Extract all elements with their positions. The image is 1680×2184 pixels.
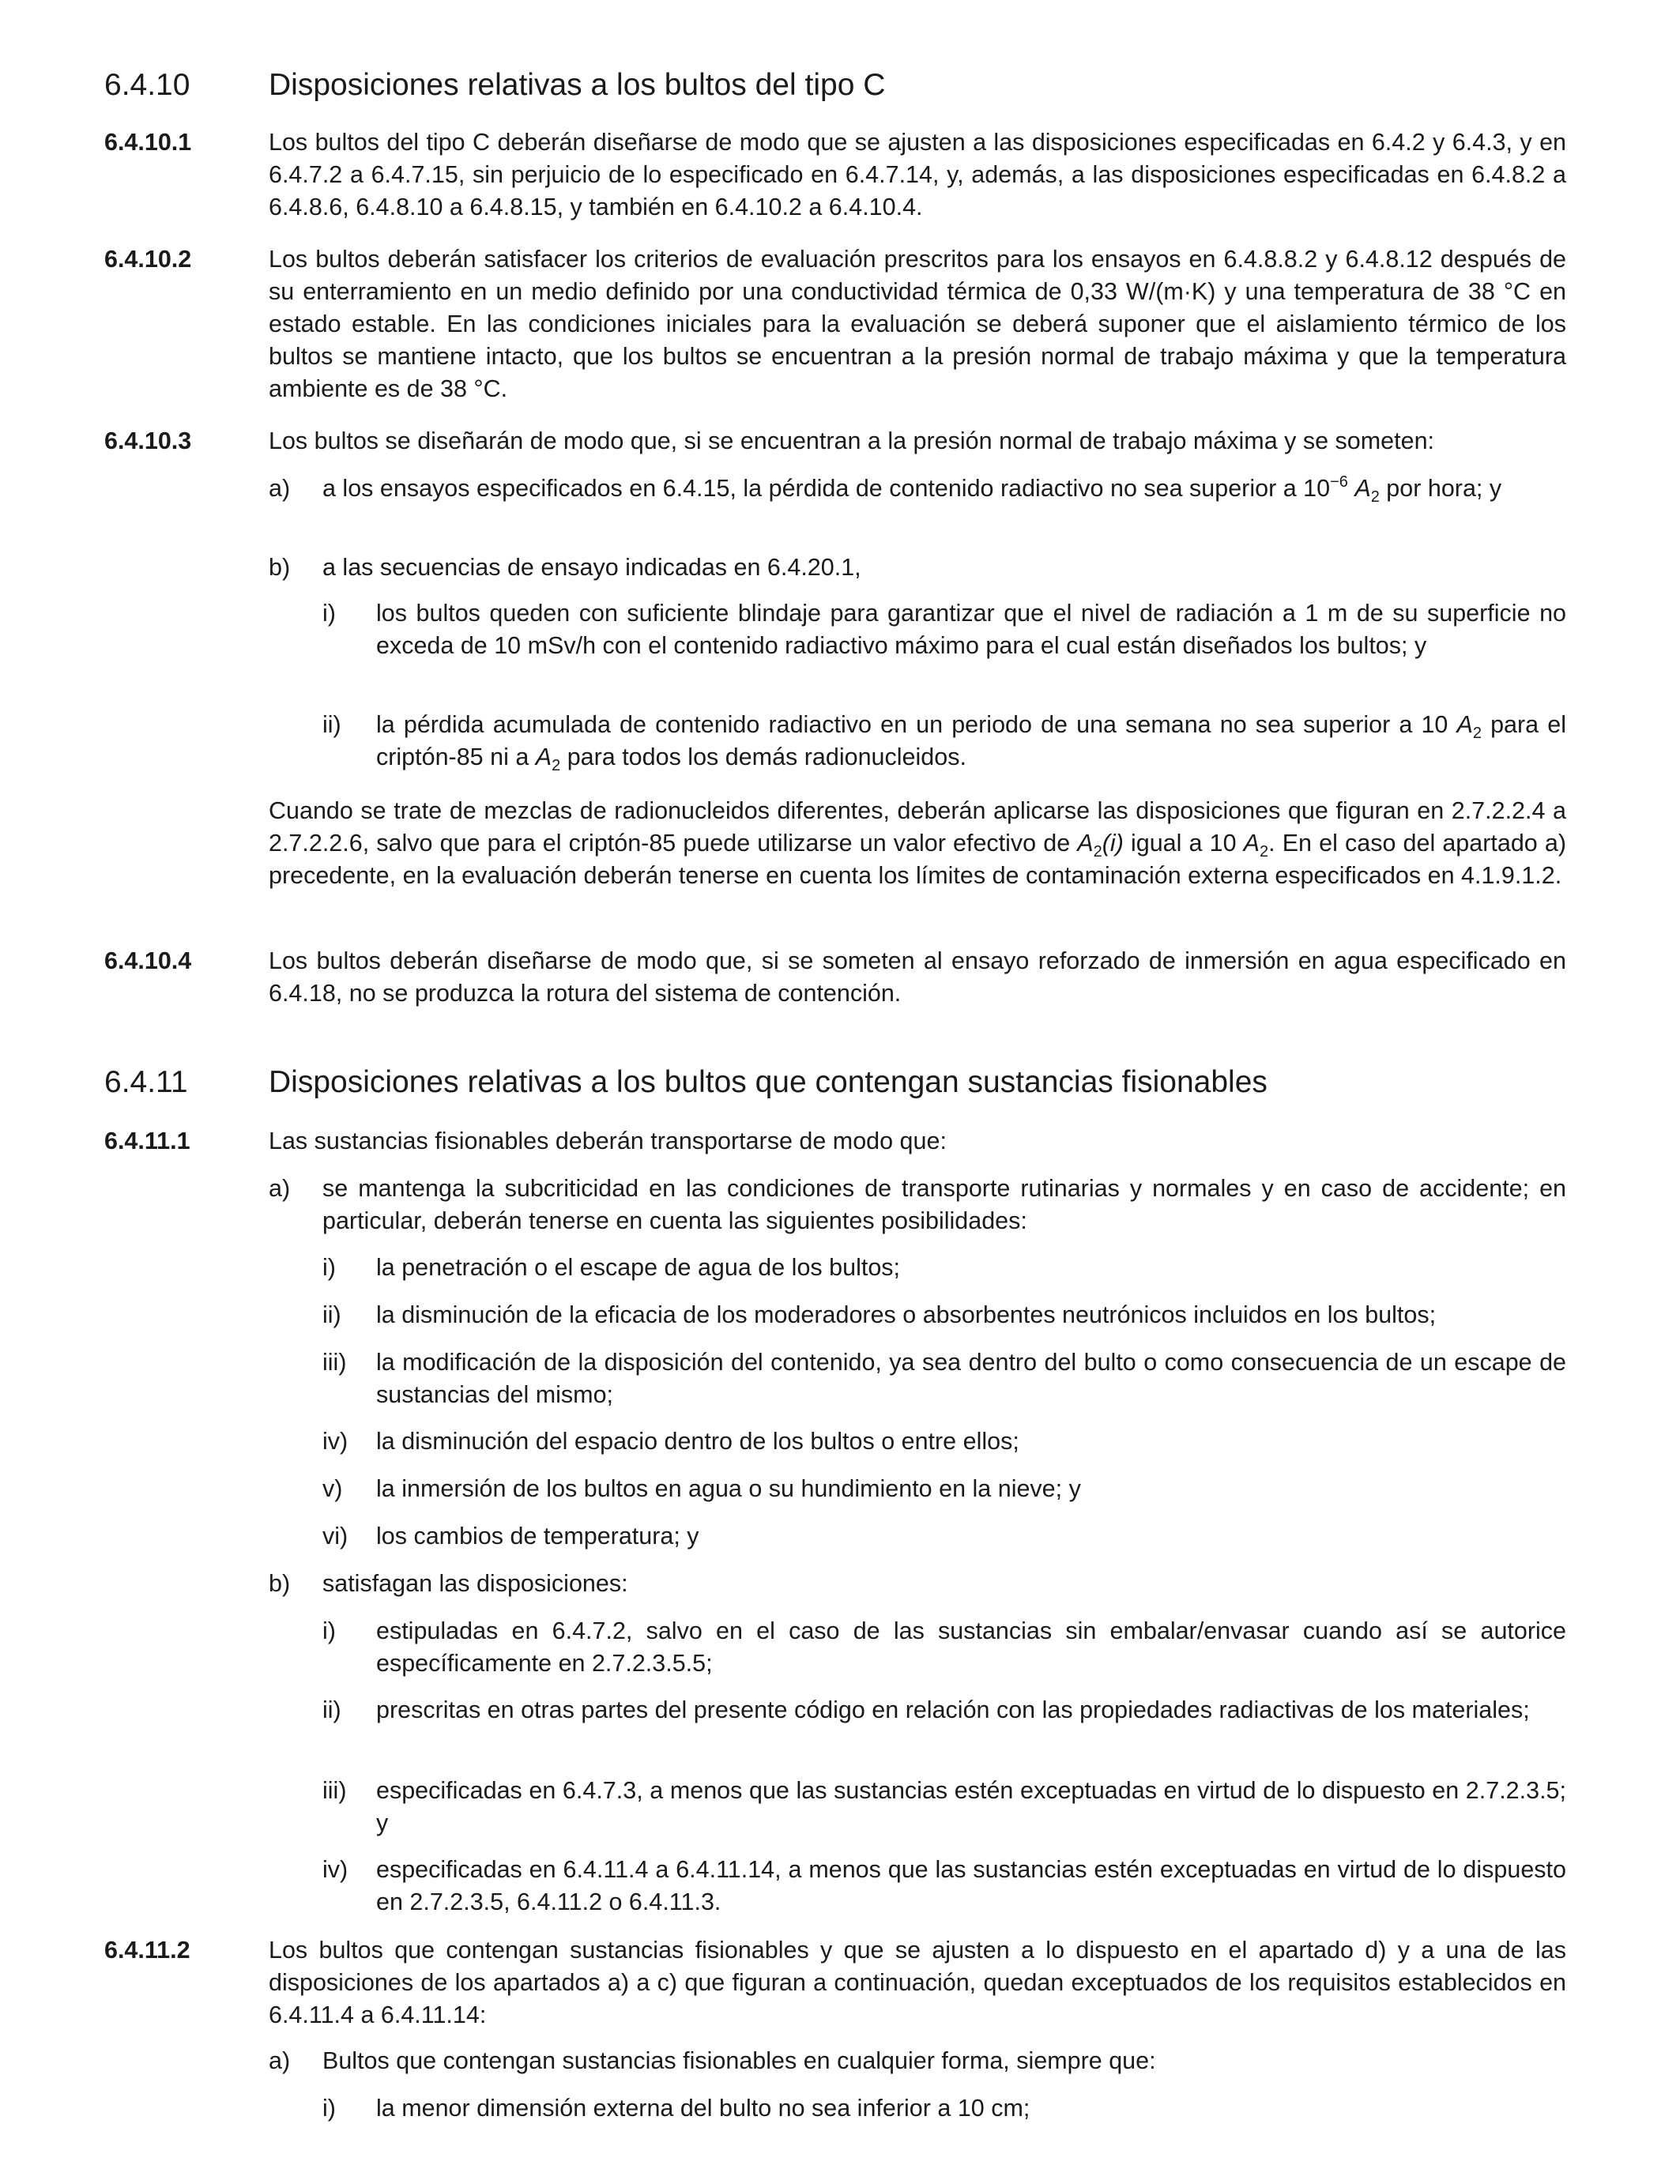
list-label: a) xyxy=(269,1175,291,1202)
paragraph-text: Los bultos deberán diseñarse de modo que, si se someten al ensayo reforzado de inmersión en agua especificado en 6.4.18, no se produzca la rotura del sistema de contención. xyxy=(269,947,1566,1007)
list-text: los cambios de temperatura; y xyxy=(376,1523,699,1550)
list-label: a) xyxy=(269,2047,291,2074)
list-label: iv) xyxy=(322,1428,348,1455)
list-text: la pérdida acumulada de contenido radiactivo en un periodo de una semana no sea superior a 10 $A_2$ para el criptón-85 ni a $A_2$ para todos los demás radionucleidos. xyxy=(376,711,1566,774)
list-label: ii) xyxy=(322,1301,341,1328)
list-text: satisfagan las disposiciones: xyxy=(322,1570,628,1597)
list-text: especificadas en 6.4.11.4 a 6.4.11.14, a menos que las sustancias estén exceptuadas en virtud de lo dispuesto en 2.7.2.3.5, 6.4.11.2 o 6.4.11.3. xyxy=(376,1856,1566,1915)
list-text: Bultos que contengan sustancias fisionables en cualquier forma, siempre que: xyxy=(322,2047,1156,2074)
list-label: b) xyxy=(269,554,291,581)
paragraph-text: Las sustancias fisionables deberán transportarse de modo que: xyxy=(269,1128,947,1154)
paragraph-number: 6.4.10.2 xyxy=(104,246,192,273)
section-number: 6.4.10 xyxy=(104,68,190,102)
list-label: i) xyxy=(322,1254,336,1281)
list-label: ii) xyxy=(322,1696,341,1723)
list-text: especificadas en 6.4.7.3, a menos que las sustancias estén exceptuadas en virtud de lo dispuesto en 2.7.2.3.5; y xyxy=(376,1777,1566,1836)
list-label: iv) xyxy=(322,1856,348,1883)
list-label: b) xyxy=(269,1570,291,1597)
list-text: se mantenga la subcriticidad en las condiciones de transporte rutinarias y normales y en caso de accidente; en particular, deberán tenerse en cuenta las siguientes posibilidades: xyxy=(322,1175,1566,1234)
list-label: iii) xyxy=(322,1777,347,1804)
list-text: la menor dimensión externa del bulto no sea inferior a 10 cm; xyxy=(376,2095,1030,2122)
list-text: la penetración o el escape de agua de los bultos; xyxy=(376,1254,901,1281)
list-label: i) xyxy=(322,2095,336,2122)
list-text: prescritas en otras partes del presente código en relación con las propiedades radiactivas de los materiales; xyxy=(376,1696,1530,1723)
list-label: a) xyxy=(269,475,291,502)
paragraph-number: 6.4.11.1 xyxy=(104,1128,190,1154)
paragraph-text: Los bultos se diseñarán de modo que, si se encuentran a la presión normal de trabajo máxima y se someten: xyxy=(269,427,1435,454)
paragraph-number: 6.4.10.1 xyxy=(104,129,192,156)
paragraph-text: Los bultos del tipo C deberán diseñarse de modo que se ajusten a las disposiciones especificadas en 6.4.2 y 6.4.3, y en 6.4.7.2 a 6.4.7.15, sin perjuicio de lo especificado en 6.4.7.14, y, además, a las disposiciones especificadas en 6.4.8.2 a 6.4.8.6, 6.4.8.10 a 6.4.8.15, y también en 6.4.10.2 a 6.4.10.4. xyxy=(269,129,1566,220)
section-title: Disposiciones relativas a los bultos del tipo C xyxy=(269,68,886,102)
mixture-note-paragraph: Cuando se trate de mezclas de radionucleidos diferentes, deberán aplicarse las disposiciones que figuran en 2.7.2.2.4 a 2.7.2.2.6, salvo que para el criptón-85 puede utilizarse un valor efectivo de $A_2(i)$ igual a 10 $A_2$. En el caso del apartado a) precedente, en la evaluación deberán tenerse en cuenta los límites de contaminación externa especificados en 4.1.9.1.2. xyxy=(269,797,1566,889)
section-number: 6.4.11 xyxy=(104,1065,188,1099)
list-label: vi) xyxy=(322,1523,348,1550)
list-label: iii) xyxy=(322,1349,347,1376)
paragraph-text: Los bultos deberán satisfacer los criterios de evaluación prescritos para los ensayos en 6.4.8.8.2 y 6.4.8.12 después de su enterramiento en un medio definido por una conductividad térmica de 0,33 W/(m·K) y una temperatura de 38 °C en estado estable. En las condiciones iniciales para la evaluación se deberá suponer que el aislamiento térmico de los bultos se mantiene intacto, que los bultos se encuentran a la presión normal de trabajo máxima y que la temperatura ambiente es de 38 °C. xyxy=(269,246,1566,402)
list-label: ii) xyxy=(322,711,341,738)
list-label: i) xyxy=(322,1617,336,1644)
section-title: Disposiciones relativas a los bultos que contengan sustancias fisionables xyxy=(269,1065,1268,1099)
paragraph-number: 6.4.10.3 xyxy=(104,427,192,454)
list-label: v) xyxy=(322,1475,343,1502)
list-text: estipuladas en 6.4.7.2, salvo en el caso de las sustancias sin embalar/envasar cuando así se autorice específicamente en 2.7.2.3.5.5; xyxy=(376,1617,1566,1677)
list-text: la disminución de la eficacia de los moderadores o absorbentes neutrónicos incluidos en los bultos; xyxy=(376,1301,1437,1328)
list-text: a los ensayos especificados en 6.4.15, la pérdida de contenido radiactivo no sea superior a $10^{-6}$ $A_2$ por hora; y xyxy=(322,473,1502,506)
list-label: i) xyxy=(322,600,336,627)
paragraph-text: Los bultos que contengan sustancias fisionables y que se ajusten a lo dispuesto en el apartado d) y a una de las disposiciones de los apartados a) a c) que figuran a continuación, quedan exceptuados de los requisitos establecidos en 6.4.11.4 a 6.4.11.14: xyxy=(269,1937,1566,2028)
list-text: la disminución del espacio dentro de los bultos o entre ellos; xyxy=(376,1428,1019,1455)
paragraph-number: 6.4.10.4 xyxy=(104,947,192,974)
list-text: a las secuencias de ensayo indicadas en 6.4.20.1, xyxy=(322,554,861,581)
list-text: la modificación de la disposición del contenido, ya sea dentro del bulto o como consecuencia de un escape de sustancias del mismo; xyxy=(376,1349,1566,1408)
list-text: los bultos queden con suficiente blindaje para garantizar que el nivel de radiación a 1 m de su superficie no exceda de 10 mSv/h con el contenido radiactivo máximo para el cual están diseñados los bultos; y xyxy=(376,600,1566,659)
list-text: la inmersión de los bultos en agua o su hundimiento en la nieve; y xyxy=(376,1475,1081,1502)
paragraph-number: 6.4.11.2 xyxy=(104,1937,190,1964)
